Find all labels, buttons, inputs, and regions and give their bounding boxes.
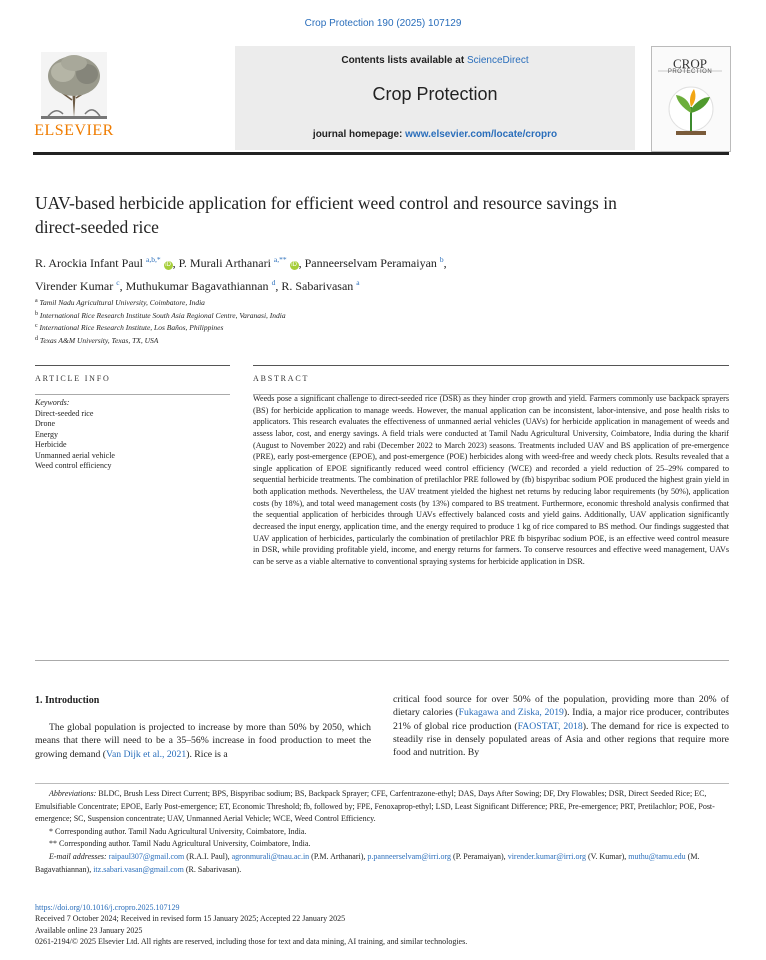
keyword: Drone — [35, 419, 55, 428]
doi-link[interactable]: https://doi.org/10.1016/j.cropro.2025.107129 — [35, 903, 180, 912]
available-online-date: Available online 23 January 2025 — [35, 925, 143, 935]
article-info-sub-rule — [35, 394, 230, 395]
intro-left-tail: ). Rice is a — [186, 748, 228, 760]
section-heading-introduction: 1. Introduction — [35, 695, 100, 706]
journal-reference-link[interactable]: Crop Protection 190 (2025) 107129 — [304, 18, 462, 29]
keyword: Herbicide — [35, 440, 67, 449]
author-name: Virender Kumar — [35, 279, 114, 293]
article-title: UAV-based herbicide application for efficient weed control and resource savings in direct-seeded rice — [35, 193, 617, 237]
keyword: Energy — [35, 429, 58, 439]
intro-paragraph-left — [35, 721, 371, 761]
affiliation-mark: a — [35, 298, 38, 304]
author[interactable] — [35, 256, 173, 270]
author-marks[interactable]: c — [116, 278, 120, 287]
author[interactable] — [305, 256, 444, 270]
author-list: R. Arockia Infant Paul $^{a,b,*}$ iD , P. Murali Arthanari $^{a,**}$ iD , Panneerselvam Peramaiyan $^b$, Virender Kumar $^c$, Muthukumar Bagavathiannan $^d$, R. Sabarivasan $^a$ — [35, 255, 447, 293]
affiliation — [35, 309, 725, 322]
author-marks[interactable]: a,b,* — [145, 255, 161, 264]
affiliation-text: International Rice Research Institute, Los Baños, Philippines — [39, 323, 224, 332]
publisher-wordmark: ELSEVIER — [34, 122, 114, 139]
email-owner: (R. Sabarivasan). — [183, 864, 242, 874]
affiliation — [35, 334, 725, 347]
email-link[interactable]: itz.sabari.vasan@gmail.com — [93, 864, 184, 874]
affiliation-mark: d — [35, 335, 38, 342]
affiliation-mark: b — [35, 310, 38, 317]
keyword: Weed control efficiency — [35, 461, 112, 470]
citation-link[interactable]: Fukagawa and Ziska, 2019 — [458, 707, 564, 719]
email-owner: (P. Peramaiyan), — [451, 851, 508, 861]
sciencedirect-link[interactable]: ScienceDirect — [466, 55, 529, 66]
abstract-text: Weeds pose a significant challenge to direct-seeded rice (DSR) as they hinder crop growth and yield. Farmers commonly use backpack sprayers (BS) for herbicide application to manage weeds. However, the manual application can be inconsistent, labor-intensive, and pose health risks to applicators. This research evaluates the effectiveness of unmanned aerial vehicles (UAVs) for herbicide application in management of weeds and assess labor, cost, and energy savings. A field trials were conducted at Tamil Nadu Agricultural University, Coimbatore, India during the kharif (August to November 2022) and rabi (December 2022 to March 2023) seasons. Treatments included UAV and BS application of pre-emergence (PRE), early post-emergence (EPOE), and post-emergence (POE) herbicides along with weed-free and weedy check plots. Results revealed that a single application of EPOE significantly reduced weed control efficiency (WCE) and recorded a yield reduction of 25–29% compared to sequential herbicide treatments. The combination of pretilachlor PRE followed by (fb) bispyribac sodium POE produced the highest grain yield in both application methods. Nevertheless, the UAV treatment yielded the highest net returns by reducing labor requirements (by 50%), application costs (by 18%), and total weed management costs (by 13%) compared to BS treatment. Furthermore, economic threshold analysis confirmed that the sequential application of herbicides through UAVs effectively balanced costs and yield gains. Additionally, UAV application significantly decreased the input energy, application time, and the energy required to produce 1 kg of rice compared to BS method. Our findings suggested that UAV application of herbicides, particularly the combination of pretilachlor PRE fb bispyribac sodium POE, is an effective weed control measure in DSR, while providing profitable yield, income, and energy returns for farmers. To conserve resources and effective weed management, UAVs can be serve as a viable alternative to conventional spraying systems for herbicide application in DSR. — [253, 394, 729, 566]
abstract-bottom-rule — [35, 660, 729, 661]
email-link[interactable]: muthu@tamu.edu — [628, 851, 686, 861]
citation-link[interactable]: Van Dijk et al., 2021 — [106, 748, 187, 760]
author-name: R. Sabarivasan — [281, 279, 354, 293]
email-link[interactable]: virender.kumar@irri.org — [507, 851, 586, 861]
cover-subtitle: PROTECTION — [667, 69, 713, 75]
abbreviations-label: Abbreviations: — [49, 789, 97, 798]
contents-line — [235, 55, 635, 66]
intro-paragraph-right — [393, 693, 729, 759]
email-addresses — [35, 851, 729, 876]
journal-name: Crop Protection — [372, 84, 498, 104]
header-divider — [33, 152, 729, 155]
keyword: Direct-seeded rice — [35, 408, 94, 418]
footnote-rule — [35, 783, 729, 784]
email-owner: (V. Kumar), — [586, 851, 629, 861]
keywords-block — [35, 398, 230, 472]
article-info-heading: ARTICLE INFO — [35, 374, 111, 383]
abbreviations-note — [35, 788, 729, 826]
author[interactable] — [126, 279, 276, 293]
email-link[interactable]: raipaul307@gmail.com — [108, 851, 185, 861]
email-owner: (P.M. Arthanari), — [309, 851, 368, 861]
affiliation — [35, 296, 725, 309]
author-name: Panneerselvam Peramaiyan — [304, 256, 437, 270]
email-link[interactable]: agronmurali@tnau.ac.in — [231, 851, 310, 861]
footnotes — [35, 788, 729, 876]
author-marks[interactable]: b — [439, 255, 444, 264]
author[interactable] — [35, 279, 120, 293]
author-name: Muthukumar Bagavathiannan — [125, 279, 269, 293]
author[interactable] — [281, 279, 359, 293]
intro-right-text-a: critical food source for over 50% of the population, providing more than 20% of dietary calories ( — [393, 694, 729, 719]
author-name: R. Arockia Infant Paul — [35, 256, 143, 270]
abbreviations-text: BLDC, Brush Less Direct Current; BPS, Bispyribac sodium; BS, Backpack Sprayer; CFE, Carfentrazone-ethyl; DAS, Days After Sowing; DF, Dry Flowables; DSR, Direct Seeded Rice; EC, Emulsifiable Concentrate; EPOE, Early Post-emergence; ET, Economic Threshold; fb, followed by; FPE, Fenoxaprop-ethyl; LSD, Least Significant Difference; PRE, Pre-emergence; PRT, Pretilachlor; POE, Post-emergence; SC, Suspension concentrate; UAV, Unmanned Aerial Vehicle; WCE, Weed Control Efficiency. — [35, 789, 715, 824]
author-marks[interactable]: d — [271, 278, 276, 287]
abstract-heading: ABSTRACT — [253, 374, 310, 383]
cover-title: CROP — [673, 56, 707, 71]
author[interactable] — [179, 256, 299, 270]
affiliation-mark: c — [35, 323, 38, 329]
citation-link[interactable]: FAOSTAT, 2018 — [517, 720, 583, 732]
corresponding-author-note: ** Corresponding author. Tamil Nadu Agricultural University, Coimbatore, India. — [49, 839, 311, 849]
email-label: E-mail addresses: — [49, 851, 107, 861]
affiliation-text: Tamil Nadu Agricultural University, Coimbatore, India — [39, 298, 205, 307]
abstract-top-rule — [253, 365, 729, 366]
homepage-prefix: journal homepage: — [312, 129, 406, 140]
contents-prefix: Contents lists available at — [341, 55, 467, 66]
affiliation-text: International Rice Research Institute South Asia Regional Centre, Varanasi, India — [39, 310, 286, 320]
copyright-line: 0261-2194/© 2025 Elsevier Ltd. All rights are reserved, including those for text and data mining, AI training, and similar technologies. — [35, 936, 468, 946]
homepage-link[interactable]: www.elsevier.com/locate/cropro — [405, 129, 558, 140]
affiliation-list — [35, 296, 725, 346]
intro-right-text-c: ). The demand for rice is expected to steadily rise in densely populated areas of Asia and other regions that require more food and nutrition. By — [393, 720, 729, 759]
article-info-top-rule — [35, 365, 230, 366]
homepage-line — [235, 129, 635, 140]
affiliation-text: Texas A&M University, Texas, TX, USA — [39, 335, 159, 345]
keyword: Unmanned aerial vehicle — [35, 450, 115, 460]
author-marks[interactable]: a,** — [273, 255, 287, 264]
intro-right-text-b: ). India, a major rice producer, contributes 21% of global rice production ( — [393, 707, 729, 732]
intro-left-text: The global population is projected to increase by more than 50% by 2050, which means that there will need to be a 35–56% increase in food production to meet the growing demand ( — [35, 722, 371, 760]
email-owner: (M. Bagavathiannan), — [35, 851, 700, 874]
received-dates: Received 7 October 2024; Received in revised form 15 January 2025; Accepted 22 January 2025 — [35, 914, 346, 924]
publication-info — [35, 902, 729, 947]
orcid-icon[interactable]: iD — [165, 262, 171, 268]
affiliation — [35, 321, 725, 334]
author-name: P. Murali Arthanari — [178, 256, 271, 270]
keywords-label: Keywords: — [35, 398, 70, 407]
author-marks[interactable]: a — [356, 278, 360, 287]
orcid-icon[interactable]: iD — [291, 262, 297, 268]
email-owner: (R.A.I. Paul), — [184, 851, 232, 861]
corresponding-author-note: * Corresponding author. Tamil Nadu Agricultural University, Coimbatore, India. — [49, 826, 307, 836]
email-link[interactable]: p.panneerselvam@irri.org — [367, 851, 452, 861]
